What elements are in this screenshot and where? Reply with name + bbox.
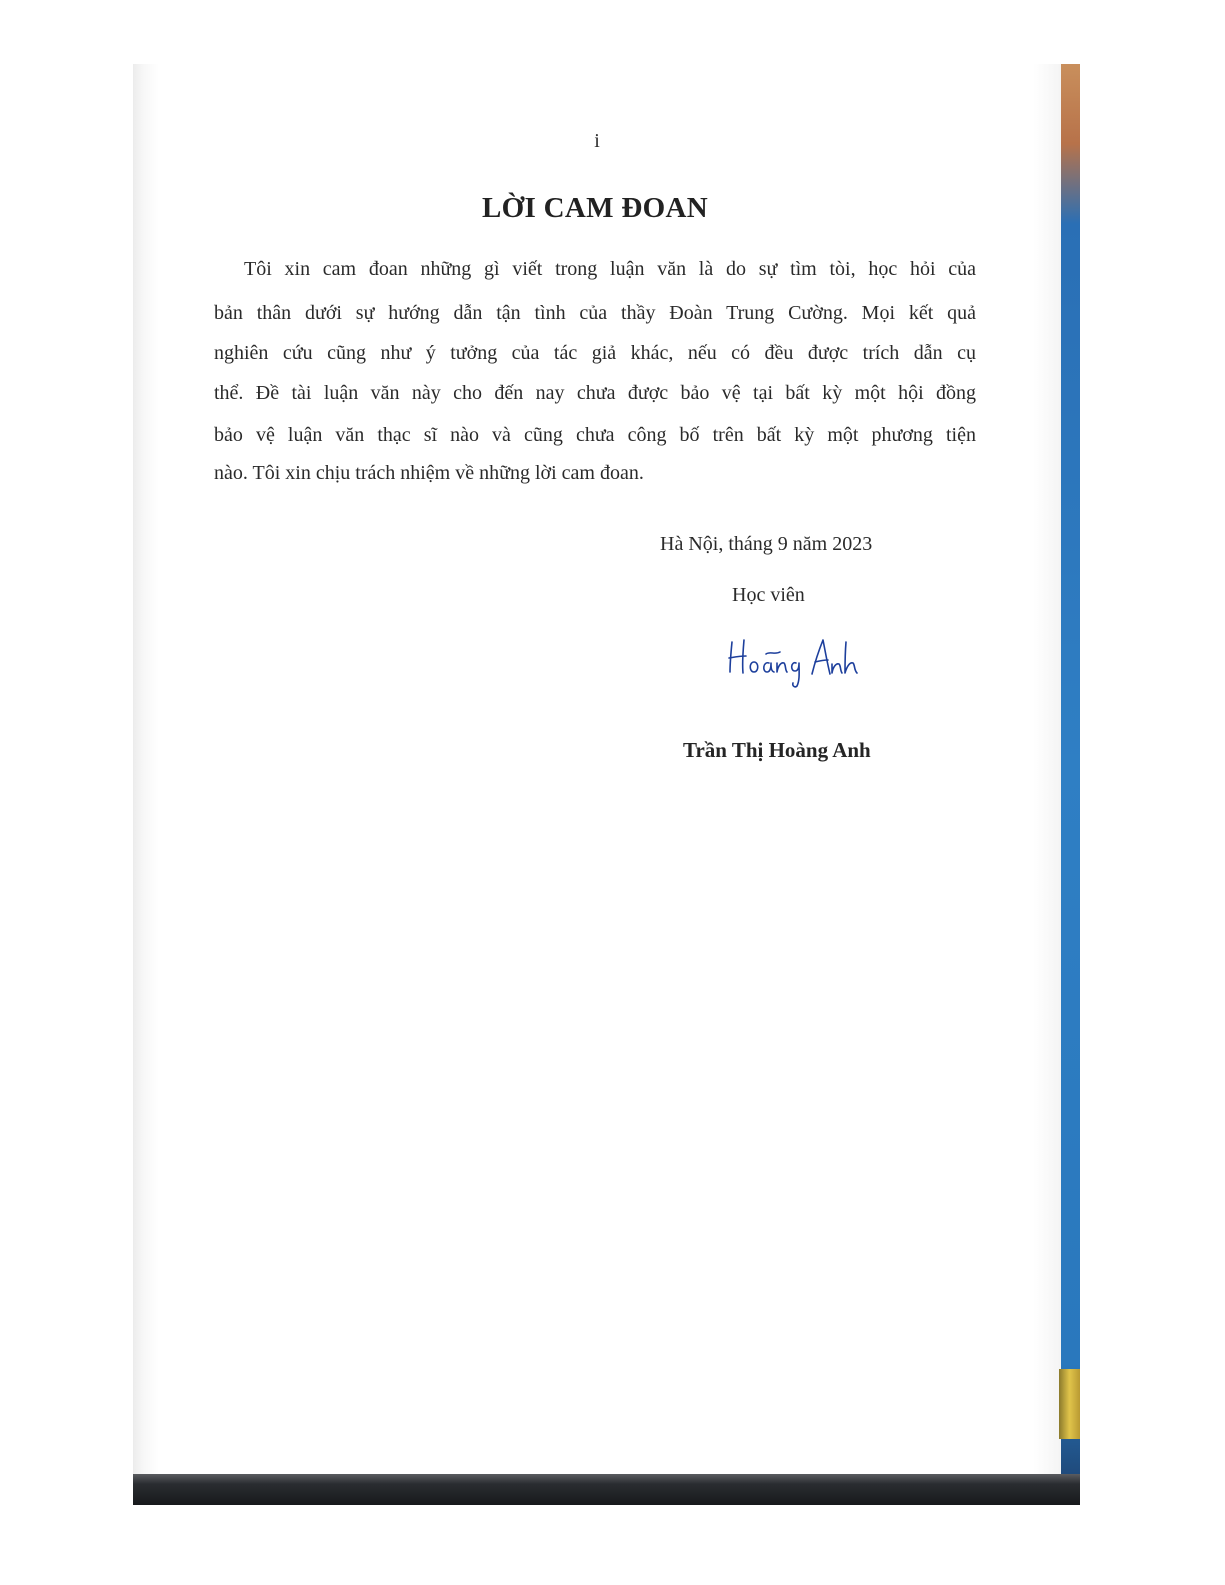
role-label: Học viên xyxy=(732,584,805,606)
body-line: bảo vệ luận văn thạc sĩ nào và cũng chưa công bố trên bất kỳ một phương tiện xyxy=(214,424,976,446)
body-line: thể. Đề tài luận văn này cho đến nay chưa được bảo vệ tại bất kỳ một hội đồng xyxy=(214,382,976,404)
date-line: Hà Nội, tháng 9 năm 2023 xyxy=(660,533,873,555)
handwritten-signature xyxy=(720,628,860,688)
student-name: Trần Thị Hoàng Anh xyxy=(683,738,871,762)
body-line: nghiên cứu cũng như ý tưởng của tác giả khác, nếu có đều được trích dẫn cụ xyxy=(214,342,976,364)
body-line: bản thân dưới sự hướng dẫn tận tình của thầy Đoàn Trung Cường. Mọi kết quả xyxy=(214,302,976,324)
gold-spine-mark xyxy=(1059,1369,1080,1439)
book-cover-edge xyxy=(1061,64,1080,1505)
page-title: LỜI CAM ĐOAN xyxy=(482,192,708,224)
scan-bottom-shadow xyxy=(133,1474,1080,1505)
page-number: i xyxy=(594,130,600,152)
body-line: Tôi xin cam đoan những gì viết trong luận văn là do sự tìm tòi, học hỏi của xyxy=(244,258,976,280)
body-line: nào. Tôi xin chịu trách nhiệm về những lời cam đoan. xyxy=(214,462,644,484)
